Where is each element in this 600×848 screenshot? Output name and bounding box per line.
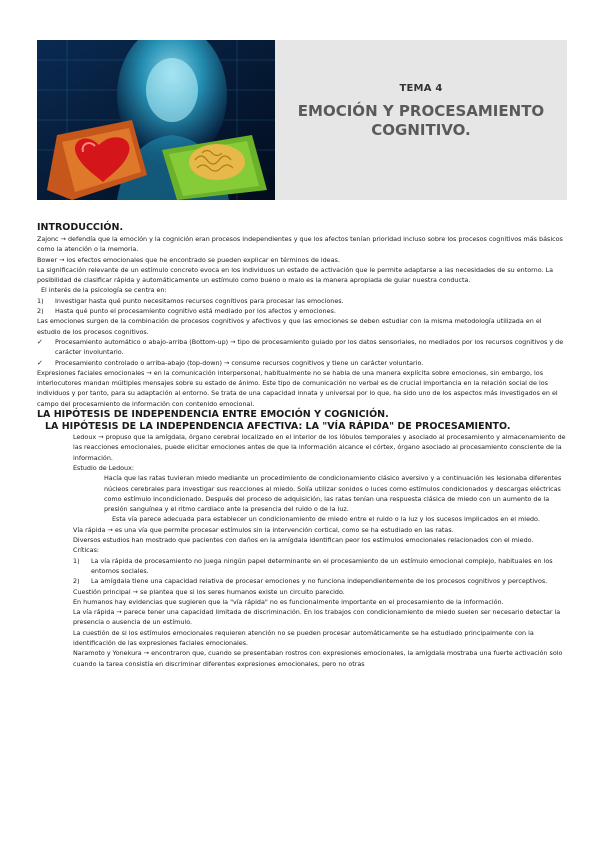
heading-introduccion: INTRODUCCIÓN.: [37, 222, 124, 233]
list-item: [37, 296, 567, 306]
list-item: [37, 576, 567, 586]
paragraph-bower: Bower → los efectos emocionales que he encontrado se pueden explicar en términos de ideas.: [37, 255, 340, 264]
paragraph-humanos: En humanos hay evidencias que sugieren que la "vía rápida" no es funcionalmente importante en el procesamiento de la información.: [73, 597, 504, 606]
check-icon: ✓: [37, 337, 43, 346]
list-text: La amígdala tiene una capacidad relativa de procesar emociones y no funciona independientemente de los procesos cognitivos y perceptivos.: [91, 577, 548, 586]
list-number: 1): [37, 296, 44, 305]
heading-hipotesis: LA HIPÓTESIS DE INDEPENDENCIA ENTRE EMOCIÓN Y COGNICIÓN.: [37, 409, 389, 421]
list-number: 2): [73, 577, 80, 586]
chapter-title-line-2: COGNITIVO.: [371, 121, 471, 139]
paragraph-naramoto: Naramoto y Yonekura → encontraron que, cuando se presentaban rostros con expresiones emocionales, la amígdala mostraba una fuerte activación solo cuando la tarea consistía en discriminar diferentes expresiones emocionales, pero no otras: [73, 649, 563, 668]
paragraph-emociones: Las emociones surgen de la combinación de procesos cognitivos y afectivos y que las emociones se deben estudiar con la misma metodología utilizada en el estudio de los procesos cognitivos.: [37, 317, 542, 336]
paragraph-zajonc: Zajonc → defendía que la emoción y la cognición eran procesos independientes y que los afectos tenían prioridad incluso sobre los procesos cognitivos más básicos como la atención o la memoria.: [37, 235, 563, 254]
checklist-item: [37, 358, 567, 368]
paragraph-expresiones: Expresiones faciales emocionales → en la comunicación interpersonal, habitualmente no se habla de una manera explícita sobre emociones, sin embargo, los interlocutores mandan múltiples mensajes sobre su estado de ánimo. Este tipo de comunicación no verbal es de crucial importancia en la relación social de los individuos y por tanto, para su adaptación al entorno. Se trata de una capacidad innata y universal por lo que, ha sido uno de los aspectos más investigados en el campo del procesamiento de información con contenido emocional.: [37, 368, 558, 408]
chapter-title-line-1: EMOCIÓN Y PROCESAMIENTO: [297, 102, 545, 120]
paragraph-via-adecuada: Esta vía parece adecuada para establecer un condicionamiento de miedo entre el ruido o la luz y los sucesos implicados en el miedo.: [112, 515, 540, 524]
list-text: Investigar hasta qué punto necesitamos recursos cognitivos para procesar las emociones.: [55, 296, 344, 305]
emotion-brain-illustration: [37, 40, 275, 200]
title-panel: [275, 40, 567, 200]
label-estudio-ledoux: Estudio de Ledoux:: [73, 463, 135, 472]
paragraph-estudios: Diversos estudios han mostrado que pacientes con daños en la amígdala identifican peor los estímulos emocionales relacionados con el miedo.: [73, 536, 534, 545]
list-text: La vía rápida de procesamiento no juega ningún papel determinante en el procesamiento de un estímulo emocional complejo, habituales en los entornos sociales.: [91, 556, 553, 575]
checklist-text: Procesamiento automático o abajo-arriba (Bottom-up) → tipo de procesamiento guiado por los datos sensoriales, no mediados por los recursos cognitivos y de carácter involuntario.: [55, 337, 564, 357]
list-item: [37, 306, 567, 316]
paragraph-via-rapida: Vía rápida → es una vía que permite procesar estímulos sin la intervención cortical, como se ha estudiado en las ratas.: [73, 525, 454, 534]
paragraph-ledoux: Ledoux → propuso que la amígdala, órgano cerebral localizado en el interior de los lóbulos temporales y asociado al procesamiento y almacenamiento de las reacciones emocionales, puede elicitar emociones antes de que la información alcance el córtex, órgano asociado al procesamiento consciente de la información.: [73, 433, 566, 462]
checklist-item: [37, 337, 567, 358]
list-number: 1): [73, 556, 80, 565]
paragraph-discriminacion: La vía rápida → parece tener una capacidad limitada de discriminación. En los trabajos con condicionamiento de miedo suelen ser necesario detectar la presencia o ausencia de un estímulo.: [73, 608, 561, 627]
checklist-text: Procesamiento controlado o arriba-abajo (top-down) → consume recursos cognitivos y tiene un carácter voluntario.: [55, 358, 424, 367]
paragraph-interes: El interés de la psicología se centra en:: [41, 286, 167, 295]
document-body: [37, 222, 567, 669]
hero-illustration: [37, 40, 275, 200]
paragraph-atencion: La cuestión de si los estímulos emocionales requieren atención no se pueden procesar automáticamente se ha estudiado principalmente con la identificación de las expresiones faciales emocionales.: [73, 628, 534, 647]
chapter-label: TEMA 4: [399, 83, 443, 94]
check-icon: ✓: [37, 358, 43, 367]
chapter-title: [275, 102, 567, 140]
list-text: Hasta qué punto el procesamiento cognitivo está mediado por los afectos y emociones.: [55, 307, 336, 316]
list-item: [37, 556, 567, 577]
paragraph-estudio: Hacía que las ratas tuvieran miedo mediante un procedimiento de condicionamiento clásico aversivo y a continuación les lesionaba diferentes núcleos cerebrales para investigar sus reacciones al miedo. Solía utilizar sonidos o luces como estímulos condicionados y descargas eléctricas como estímulo incondicionado. Después del proceso de adquisición, las ratas tenían una respuesta clásica de miedo con un aumento de la presión sanguínea y el ritmo cardiaco ante la presencia del ruido o de la luz.: [104, 474, 562, 514]
label-criticas: Críticas:: [73, 546, 100, 555]
list-number: 2): [37, 307, 44, 316]
paragraph-cuestion: Cuestión principal → se plantea que si los seres humanos existe un circuito parecido.: [73, 587, 345, 596]
paragraph-significacion: La significación relevante de un estímulo concreto evoca en los individuos un estado de activación que le permite adaptarse a las necesidades de su entorno. La posibilidad de clasificar rápida y automáticamente un estímulo como bueno o malo es la manera apropiada de guiar nuestra conducta.: [37, 265, 554, 285]
subheading-via-rapida: LA HIPÓTESIS DE LA INDEPENDENCIA AFECTIVA: LA "VÍA RÁPIDA" DE PROCESAMIENTO.: [45, 421, 511, 433]
